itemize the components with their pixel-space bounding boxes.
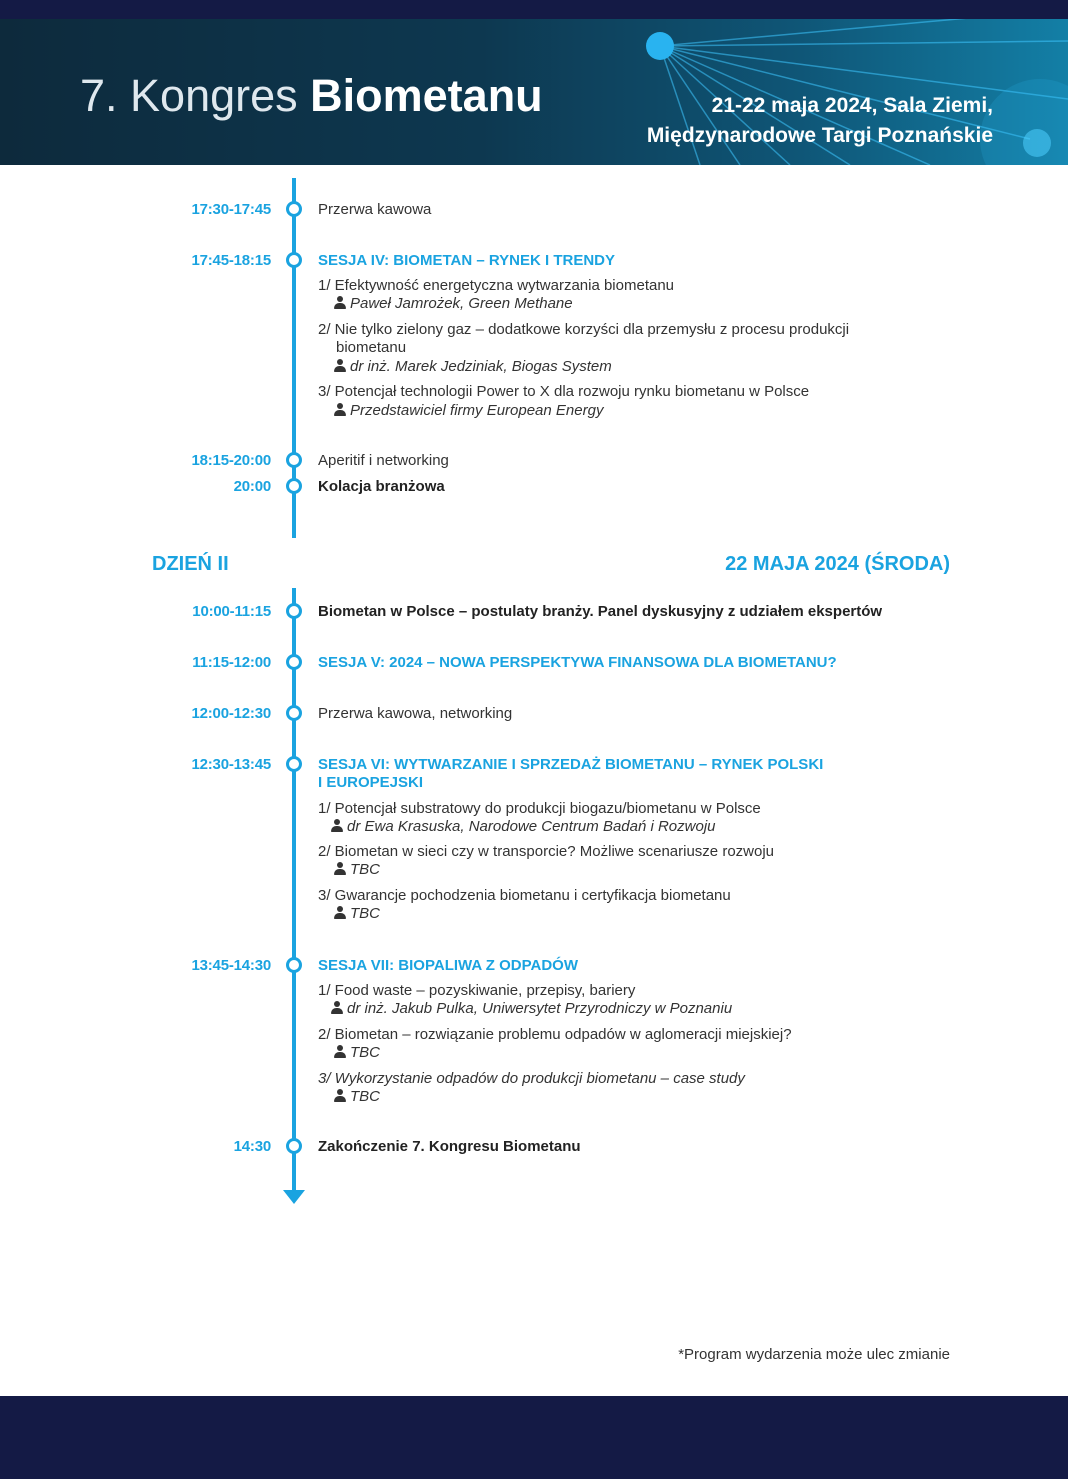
person-icon — [331, 1001, 343, 1014]
speaker-name: dr Ewa Krasuska, Narodowe Centrum Badań i Rozwoju — [347, 818, 716, 835]
schedule-item: Kolacja branżowa — [318, 478, 445, 495]
timeline-arrow-icon — [283, 1190, 305, 1204]
timeline-node — [286, 957, 302, 973]
time-label: 12:30-13:45 — [191, 756, 271, 773]
time-label: 14:30 — [233, 1138, 271, 1155]
timeline-node — [286, 201, 302, 217]
session-title — [318, 756, 823, 792]
time-label: 13:45-14:30 — [191, 957, 271, 974]
talk-title-line-2: biometanu — [336, 339, 407, 356]
speaker-name: TBC — [350, 905, 380, 922]
talk-title-line-1: 2/ Nie tylko zielony gaz – dodatkowe korzyści dla przemysłu z procesu produkcji — [318, 321, 850, 338]
title-bold: Biometanu — [310, 70, 543, 121]
speaker-name: TBC — [350, 861, 380, 878]
time-label: 18:15-20:00 — [191, 452, 271, 469]
timeline-node — [286, 756, 302, 772]
talk-title: 3/ Potencjał technologii Power to X dla rozwoju rynku biometanu w Polsce — [318, 383, 810, 400]
time-label: 17:30-17:45 — [191, 201, 271, 218]
speaker-name: Przedstawiciel firmy European Energy — [350, 402, 604, 419]
time-label: 11:15-12:00 — [192, 654, 271, 671]
session-title: SESJA VII: BIOPALIWA Z ODPADÓW — [318, 957, 579, 974]
day-label: DZIEŃ II — [152, 553, 229, 575]
speaker-name: TBC — [350, 1044, 380, 1061]
person-icon — [334, 906, 346, 919]
talk-title: 1/ Food waste – pozyskiwanie, przepisy, bariery — [318, 982, 636, 999]
talk-title — [318, 321, 849, 357]
speaker-name: Paweł Jamrożek, Green Methane — [350, 295, 573, 312]
venue-line-1: 21-22 maja 2024, Sala Ziemi, — [711, 94, 993, 117]
timeline-node — [286, 603, 302, 619]
speaker-name: TBC — [350, 1088, 380, 1105]
talk-title: 1/ Potencjał substratowy do produkcji biogazu/biometanu w Polsce — [318, 800, 761, 817]
speaker-name: dr inż. Marek Jedziniak, Biogas System — [350, 358, 612, 375]
schedule-item: Przerwa kawowa, networking — [318, 705, 513, 722]
talk-title: 3/ Wykorzystanie odpadów do produkcji biometanu – case study — [318, 1070, 745, 1087]
timeline-node — [286, 705, 302, 721]
speaker — [334, 295, 573, 313]
title-light: 7. Kongres — [80, 70, 311, 121]
talk-title: 2/ Biometan w sieci czy w transporcie? Możliwe scenariusze rozwoju — [318, 843, 775, 860]
session-title-line-1: SESJA VI: WYTWARZANIE I SPRZEDAŻ BIOMETANU – RYNEK POLSKI — [318, 756, 824, 773]
session-title: SESJA V: 2024 – NOWA PERSPEKTYWA FINANSOWA DLA BIOMETANU? — [318, 654, 837, 671]
schedule-item: Biometan w Polsce – postulaty branży. Panel dyskusyjny z udziałem ekspertów — [318, 603, 883, 620]
person-icon — [334, 403, 346, 416]
disclaimer-note: *Program wydarzenia może ulec zmianie — [678, 1346, 950, 1363]
talk-title: 3/ Gwarancje pochodzenia biometanu i certyfikacja biometanu — [318, 887, 731, 904]
schedule-item: Aperitif i networking — [318, 452, 449, 469]
speaker — [334, 861, 380, 879]
page-title — [80, 71, 543, 121]
speaker — [334, 358, 612, 376]
speaker — [334, 402, 603, 420]
timeline-node — [286, 478, 302, 494]
person-icon — [334, 359, 346, 372]
venue-line-2: Międzynarodowe Targi Poznańskie — [646, 124, 993, 147]
person-icon — [334, 862, 346, 875]
person-icon — [331, 819, 343, 832]
person-icon — [334, 1045, 346, 1058]
speaker — [331, 818, 716, 836]
time-label: 17:45-18:15 — [191, 252, 271, 269]
timeline-node — [286, 252, 302, 268]
speaker — [334, 1044, 380, 1062]
person-icon — [334, 296, 346, 309]
speaker-name: dr inż. Jakub Pulka, Uniwersytet Przyrodniczy w Poznaniu — [347, 1000, 733, 1017]
time-label: 20:00 — [233, 478, 271, 495]
speaker — [331, 1000, 732, 1018]
timeline-day2 — [292, 588, 296, 1194]
timeline-node — [286, 452, 302, 468]
person-icon — [334, 1089, 346, 1102]
talk-title: 2/ Biometan – rozwiązanie problemu odpadów w aglomeracji miejskiej? — [318, 1026, 792, 1043]
session-title: SESJA IV: BIOMETAN – RYNEK I TRENDY — [318, 252, 615, 269]
header-banner — [0, 19, 1068, 165]
session-title-line-2: I EUROPEJSKI — [318, 774, 424, 791]
speaker — [334, 1088, 380, 1106]
speaker — [334, 905, 380, 923]
day-date: 22 MAJA 2024 (ŚRODA) — [725, 553, 950, 575]
timeline-node — [286, 654, 302, 670]
schedule-item: Przerwa kawowa — [318, 201, 432, 218]
venue-info — [647, 91, 993, 151]
time-label: 12:00-12:30 — [191, 705, 271, 722]
time-label: 10:00-11:15 — [192, 603, 271, 620]
talk-title: 1/ Efektywność energetyczna wytwarzania biometanu — [318, 277, 675, 294]
top-bar — [0, 0, 1068, 19]
timeline-node — [286, 1138, 302, 1154]
footer-bar — [0, 1396, 1068, 1479]
schedule-item: Zakończenie 7. Kongresu Biometanu — [318, 1138, 581, 1155]
